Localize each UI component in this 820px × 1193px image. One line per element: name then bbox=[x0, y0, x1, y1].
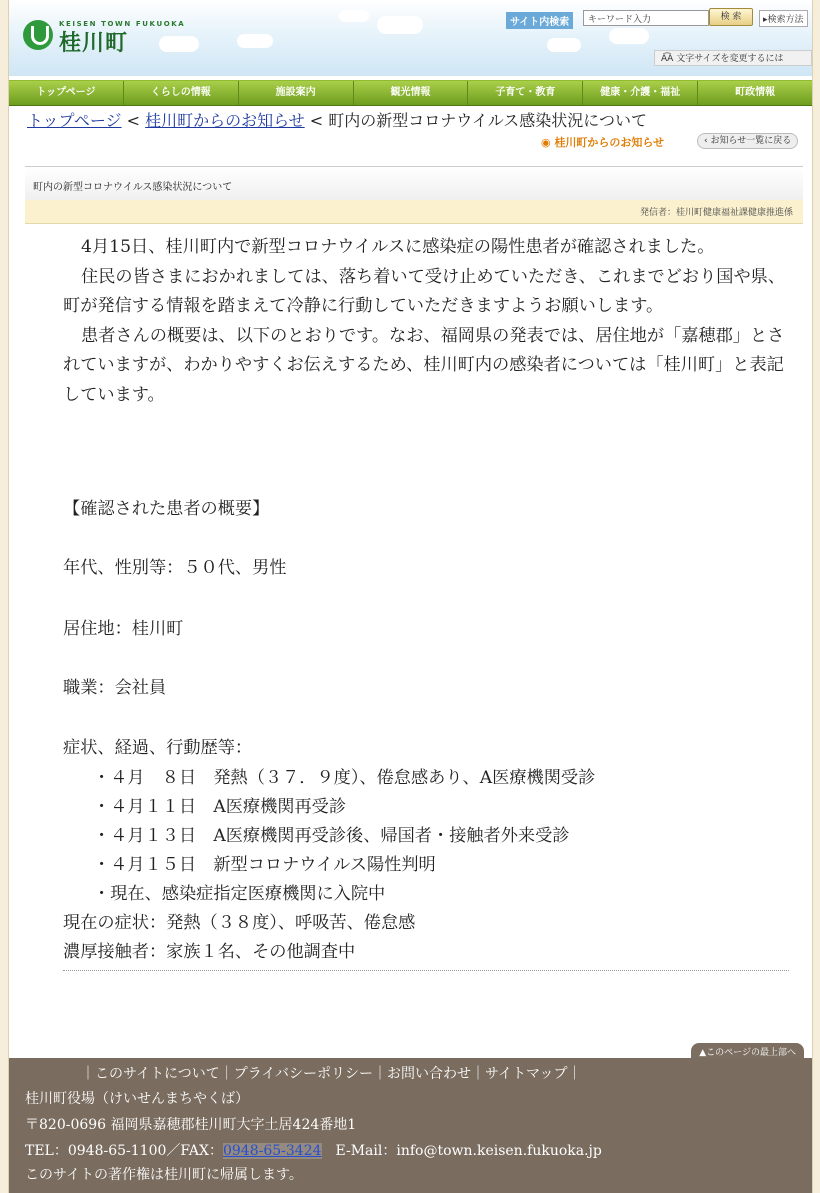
cloud-decoration bbox=[339, 10, 369, 22]
town-logo-icon[interactable] bbox=[23, 20, 53, 50]
search-label: サイト内検索 bbox=[506, 12, 573, 29]
history-item: ・現在、感染症指定医療機関に入院中 bbox=[93, 884, 386, 904]
footer-fax-link[interactable]: 0948-65-3424 bbox=[222, 1143, 322, 1159]
nav-item-childcare[interactable]: 子育て・教育 bbox=[468, 81, 583, 105]
article-sender: 発信者：桂川町健康福祉課健康推進係 bbox=[639, 208, 793, 218]
page bbox=[8, 0, 813, 1193]
breadcrumb-separator: < bbox=[304, 111, 329, 130]
site-header bbox=[9, 0, 812, 76]
page-top-link[interactable]: ▲このページの最上部へ bbox=[691, 1043, 804, 1060]
notice-section-link[interactable] bbox=[541, 134, 664, 150]
article-body bbox=[63, 233, 801, 962]
nav-item-government[interactable]: 町政情報 bbox=[735, 87, 776, 98]
paragraph-2: 住民の皆さまにおかれましては、落ち着いて受け止めていただき、これまでどおり国や県、町が発信する情報を踏まえて冷静に行動していただきますようお願いします。 bbox=[63, 266, 786, 316]
age-sex: 年代、性別等：５０代、男性 bbox=[63, 558, 287, 578]
footer-contact bbox=[25, 1140, 602, 1160]
breadcrumb-home-link[interactable]: トップページ bbox=[27, 111, 122, 130]
site-footer bbox=[9, 1058, 812, 1193]
nav-item-top[interactable]: トップページ bbox=[9, 81, 124, 105]
paragraph-3: 患者さんの概要は、以下のとおりです。なお、福岡県の発表では、居住地が「嘉穂郡」とされていますが、わかりやすくお伝えするため、桂川町内の感染者については「桂川町」と表記しています。 bbox=[63, 325, 785, 405]
history-item: ・４月１３日 A医療機関再受診後、帰国者・接触者外来受診 bbox=[93, 826, 570, 846]
history-item: ・４月 ８日 発熱（３７．９度）、倦怠感あり、A医療機関受診 bbox=[93, 768, 596, 788]
breadcrumb-current: 町内の新型コロナウイルス感染状況について bbox=[328, 111, 647, 130]
cloud-decoration bbox=[547, 38, 581, 52]
history-item: ・４月１１日 A医療機関再受診 bbox=[93, 797, 347, 817]
search-help-link[interactable]: ▸検索方法 bbox=[759, 10, 808, 27]
current-symptoms: 現在の症状：発熱（３８度）、呼吸苦、倦怠感 bbox=[63, 913, 416, 933]
close-contacts: 濃厚接触者：家族１名、その他調査中 bbox=[63, 942, 356, 962]
town-logo-small-icon: ◉ bbox=[541, 136, 555, 149]
logo-subtitle: KEISEN TOWN FUKUOKA bbox=[59, 20, 186, 28]
cloud-decoration bbox=[609, 28, 649, 44]
cloud-decoration bbox=[237, 34, 273, 48]
footer-address: 〒820-0696 福岡県嘉穂郡桂川町大字土居424番地1 bbox=[25, 1117, 357, 1133]
font-size-label: 文字サイズを変更するには bbox=[676, 54, 784, 64]
cloud-decoration bbox=[159, 36, 199, 52]
chevron-left-icon: ‹ bbox=[704, 136, 711, 146]
footer-tel: TEL：0948-65-1100／FAX： bbox=[25, 1143, 223, 1159]
logo-title[interactable]: 桂川町 bbox=[59, 31, 129, 56]
nav-item-tourism[interactable]: 観光情報 bbox=[354, 81, 469, 105]
history-item: ・４月１５日 新型コロナウイルス陽性判明 bbox=[93, 855, 436, 875]
nav-item-health[interactable]: 健康・介護・福祉 bbox=[583, 81, 698, 105]
back-to-list-button[interactable] bbox=[697, 133, 798, 149]
search-button[interactable]: 検 索 bbox=[709, 8, 753, 26]
breadcrumb-separator: < bbox=[121, 111, 146, 130]
footer-links[interactable]: ｜このサイトについて｜プライバシーポリシー｜お問い合わせ｜サイトマップ｜ bbox=[81, 1066, 582, 1082]
breadcrumb-section-link[interactable]: 桂川町からのお知らせ bbox=[145, 111, 305, 130]
notice-section-label: 桂川町からのお知らせ bbox=[554, 136, 665, 149]
article-header bbox=[25, 166, 803, 202]
back-to-list-label: お知らせ一覧に戻る bbox=[710, 136, 792, 146]
occupation: 職業：会社員 bbox=[63, 678, 167, 698]
breadcrumb bbox=[27, 108, 647, 131]
history-heading: 症状、経過、行動歴等： bbox=[63, 738, 253, 758]
footer-copyright: このサイトの著作権は桂川町に帰属します。 bbox=[25, 1167, 303, 1183]
paragraph-1: 4月15日、桂川町内で新型コロナウイルスに感染症の陽性患者が確認されました。 bbox=[81, 237, 715, 257]
footer-email: E-Mail：info@town.keisen.fukuoka.jp bbox=[321, 1143, 602, 1159]
search-input[interactable] bbox=[583, 10, 709, 26]
residence: 居住地：桂川町 bbox=[63, 619, 184, 639]
cloud-decoration bbox=[377, 16, 423, 34]
article-title: 町内の新型コロナウイルス感染状況について bbox=[33, 182, 233, 193]
footer-office: 桂川町役場（けいせんまちやくば） bbox=[25, 1091, 249, 1107]
global-nav bbox=[9, 80, 812, 106]
sender-bar bbox=[25, 200, 803, 224]
summary-heading: 【確認された患者の概要】 bbox=[63, 499, 270, 519]
nav-item-facilities[interactable]: 施設案内 bbox=[239, 81, 354, 105]
nav-item-living[interactable]: くらしの情報 bbox=[124, 81, 239, 105]
font-size-link[interactable] bbox=[654, 50, 812, 66]
font-size-icon: A͡A bbox=[661, 54, 677, 64]
article-divider bbox=[63, 970, 789, 971]
